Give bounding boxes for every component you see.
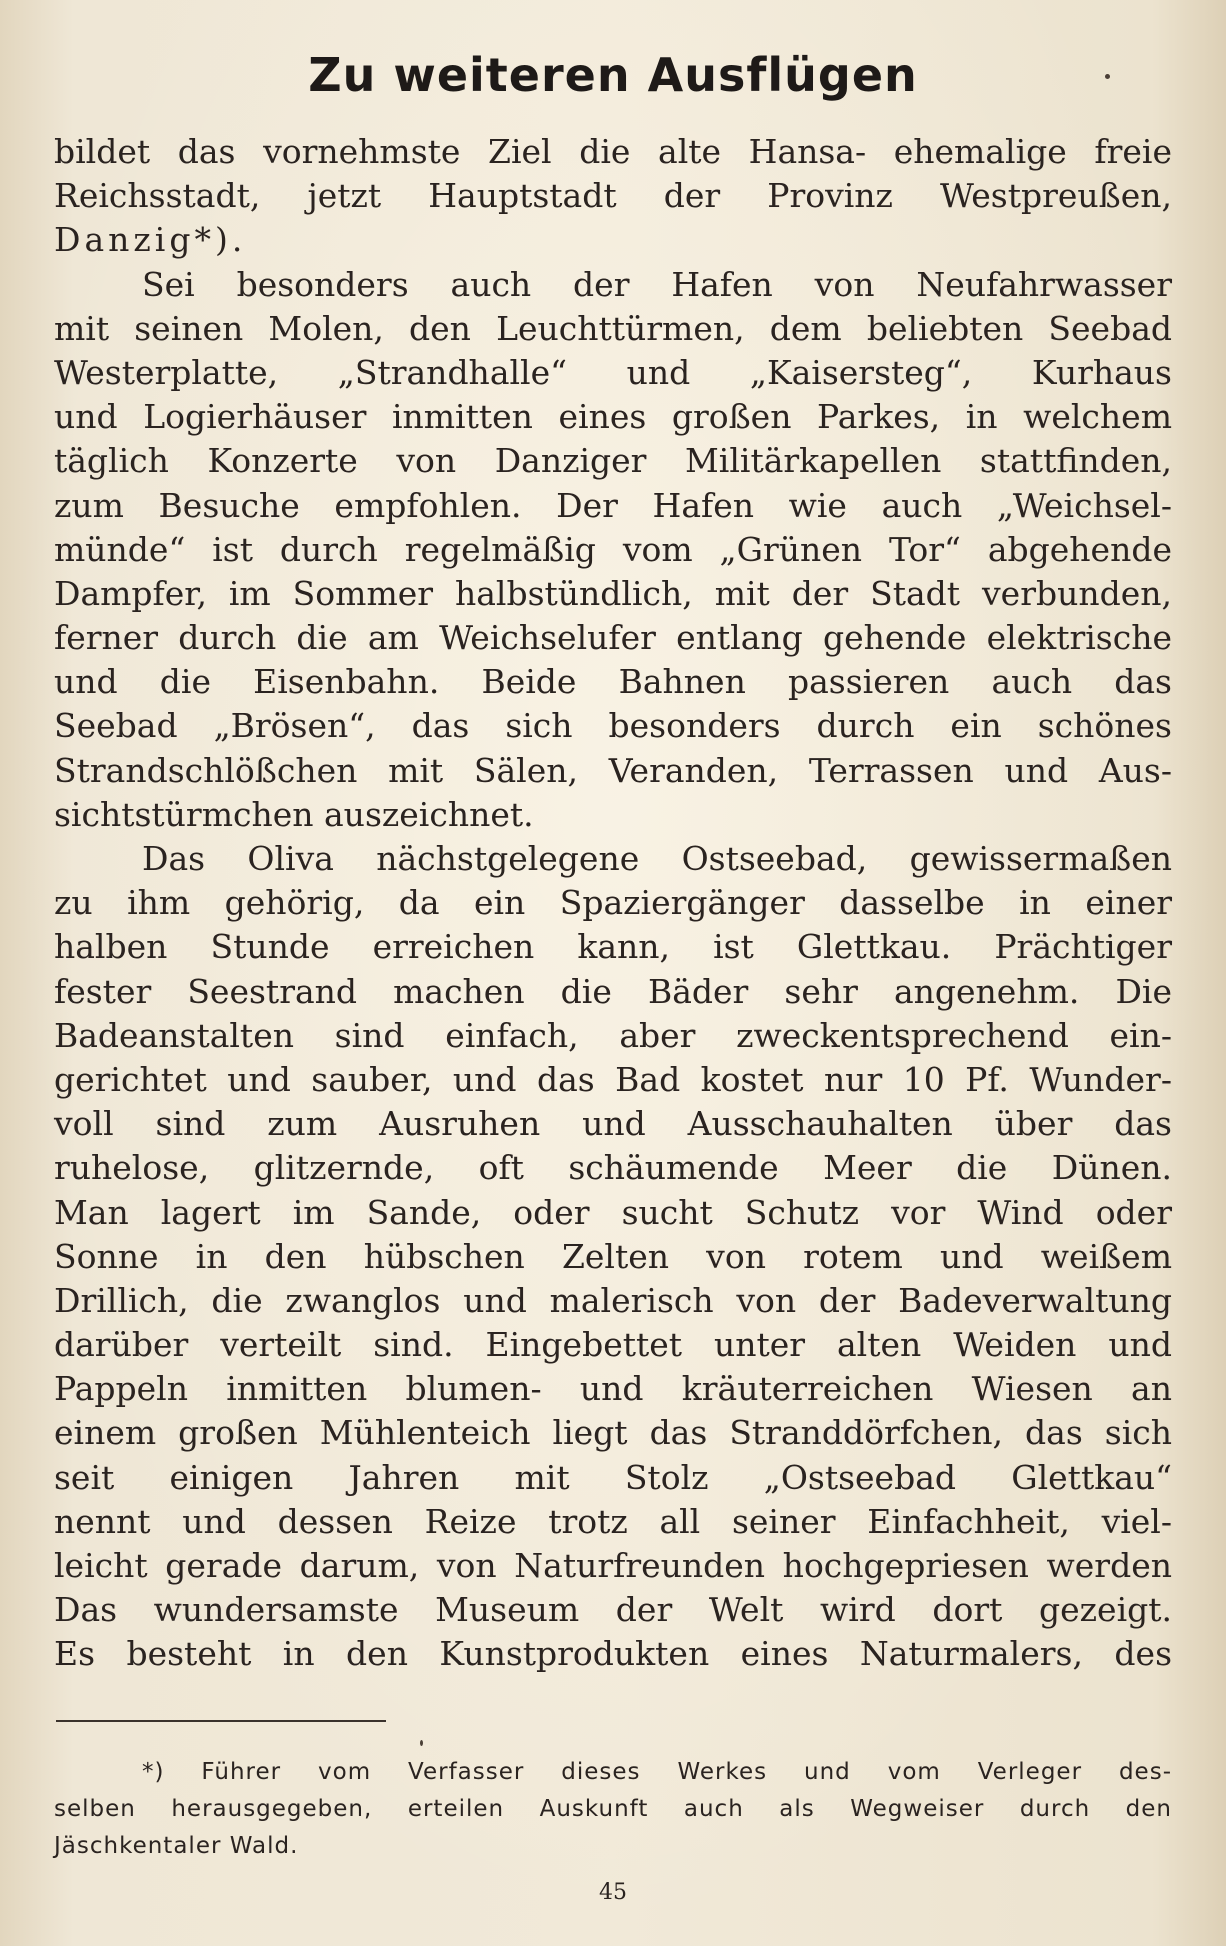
footnote-divider bbox=[56, 1720, 386, 1722]
text-line: voll sind zum Ausruhen und Ausschauhalten über das bbox=[54, 1104, 1172, 1144]
text-line: ruhelose, glitzernde, oft schäumende Meer die Dünen. bbox=[54, 1148, 1172, 1188]
text-line: Es besteht in den Kunstprodukten eines Naturmalers, des bbox=[54, 1634, 1172, 1674]
text-line: Das wundersamste Museum der Welt wird dort gezeigt. bbox=[54, 1590, 1172, 1630]
text-line: leicht gerade darum, von Naturfreunden hochgepriesen werden bbox=[54, 1546, 1172, 1585]
text-line: Sei besonders auch der Hafen von Neufahrwasser bbox=[142, 264, 1172, 304]
text-line: Reichsstadt, jetzt Hauptstadt der Provinz Westpreußen, bbox=[54, 176, 1172, 216]
footnote bbox=[54, 1754, 1172, 1865]
text-line: Man lagert im Sande, oder sucht Schutz vor Wind oder bbox=[54, 1192, 1172, 1232]
text-line: Badeanstalten sind einfach, aber zweckentsprechend ein- bbox=[54, 1015, 1172, 1055]
text-line: und Logierhäuser inmitten eines großen Parkes, in welchem bbox=[54, 397, 1172, 437]
text-line: halben Stunde erreichen kann, ist Glettkau. Prächtiger bbox=[54, 927, 1172, 967]
text-line: Danzig*). bbox=[54, 220, 247, 260]
footnote-line: Jäschkentaler Wald. bbox=[54, 1833, 299, 1859]
page-title: Zu weiteren Ausflügen bbox=[308, 48, 918, 102]
text-line: Seebad „Brösen“, das sich besonders durch ein schönes bbox=[54, 706, 1172, 746]
text-line: sichtstürmchen auszeichnet. bbox=[54, 794, 534, 834]
text-line: einem großen Mühlenteich liegt das Stranddörfchen, das sich bbox=[54, 1413, 1172, 1453]
text-line: Westerplatte, „Strandhalle“ und „Kaisersteg“, Kurhaus bbox=[54, 352, 1172, 392]
ink-speck bbox=[420, 1740, 423, 1746]
footnote-line: selben herausgegeben, erteilen Auskunft auch als Wegweiser durch den bbox=[54, 1796, 1172, 1822]
page-number: 45 bbox=[599, 1880, 627, 1905]
text-line: seit einigen Jahren mit Stolz „Ostseebad Glettkau“ bbox=[54, 1457, 1172, 1497]
text-line: mit seinen Molen, den Leuchttürmen, dem beliebten Seebad bbox=[54, 308, 1172, 348]
text-line: Pappeln inmitten blumen- und kräuterreichen Wiesen an bbox=[54, 1369, 1172, 1409]
footnote-line: *) Führer vom Verfasser dieses Werkes und vom Verleger des- bbox=[142, 1759, 1172, 1785]
text-line: Das Oliva nächstgelegene Ostseebad, gewissermaßen bbox=[142, 839, 1172, 878]
text-line: und die Eisenbahn. Beide Bahnen passieren auch das bbox=[54, 662, 1172, 702]
text-line: Strandschlößchen mit Sälen, Veranden, Terrassen und Aus- bbox=[54, 750, 1172, 790]
text-line: ferner durch die am Weichselufer entlang gehende elektrische bbox=[54, 618, 1172, 658]
text-line: nennt und dessen Reize trotz all seiner Einfachheit, viel- bbox=[54, 1501, 1172, 1541]
text-line: zu ihm gehörig, da ein Spaziergänger dasselbe in einer bbox=[54, 883, 1172, 923]
ink-speck bbox=[1105, 74, 1110, 79]
body-text bbox=[54, 130, 1172, 1677]
text-line: Drillich, die zwanglos und malerisch von der Badeverwaltung bbox=[54, 1280, 1172, 1320]
text-line: täglich Konzerte von Danziger Militärkapellen stattfinden, bbox=[54, 441, 1172, 481]
text-line: zum Besuche empfohlen. Der Hafen wie auch „Weichsel- bbox=[54, 485, 1172, 525]
text-line: darüber verteilt sind. Eingebettet unter alten Weiden und bbox=[54, 1325, 1172, 1365]
text-line: Sonne in den hübschen Zelten von rotem und weißem bbox=[54, 1236, 1172, 1276]
text-line: gerichtet und sauber, und das Bad kostet nur 10 Pf. Wunder- bbox=[54, 1059, 1172, 1099]
text-line: Dampfer, im Sommer halbstündlich, mit der Stadt verbunden, bbox=[54, 573, 1172, 613]
text-line: fester Seestrand machen die Bäder sehr angenehm. Die bbox=[54, 971, 1172, 1011]
text-line: münde“ ist durch regelmäßig vom „Grünen Tor“ abgehende bbox=[54, 529, 1172, 569]
text-line: bildet das vornehmste Ziel die alte Hansa- ehemalige freie bbox=[54, 132, 1172, 171]
